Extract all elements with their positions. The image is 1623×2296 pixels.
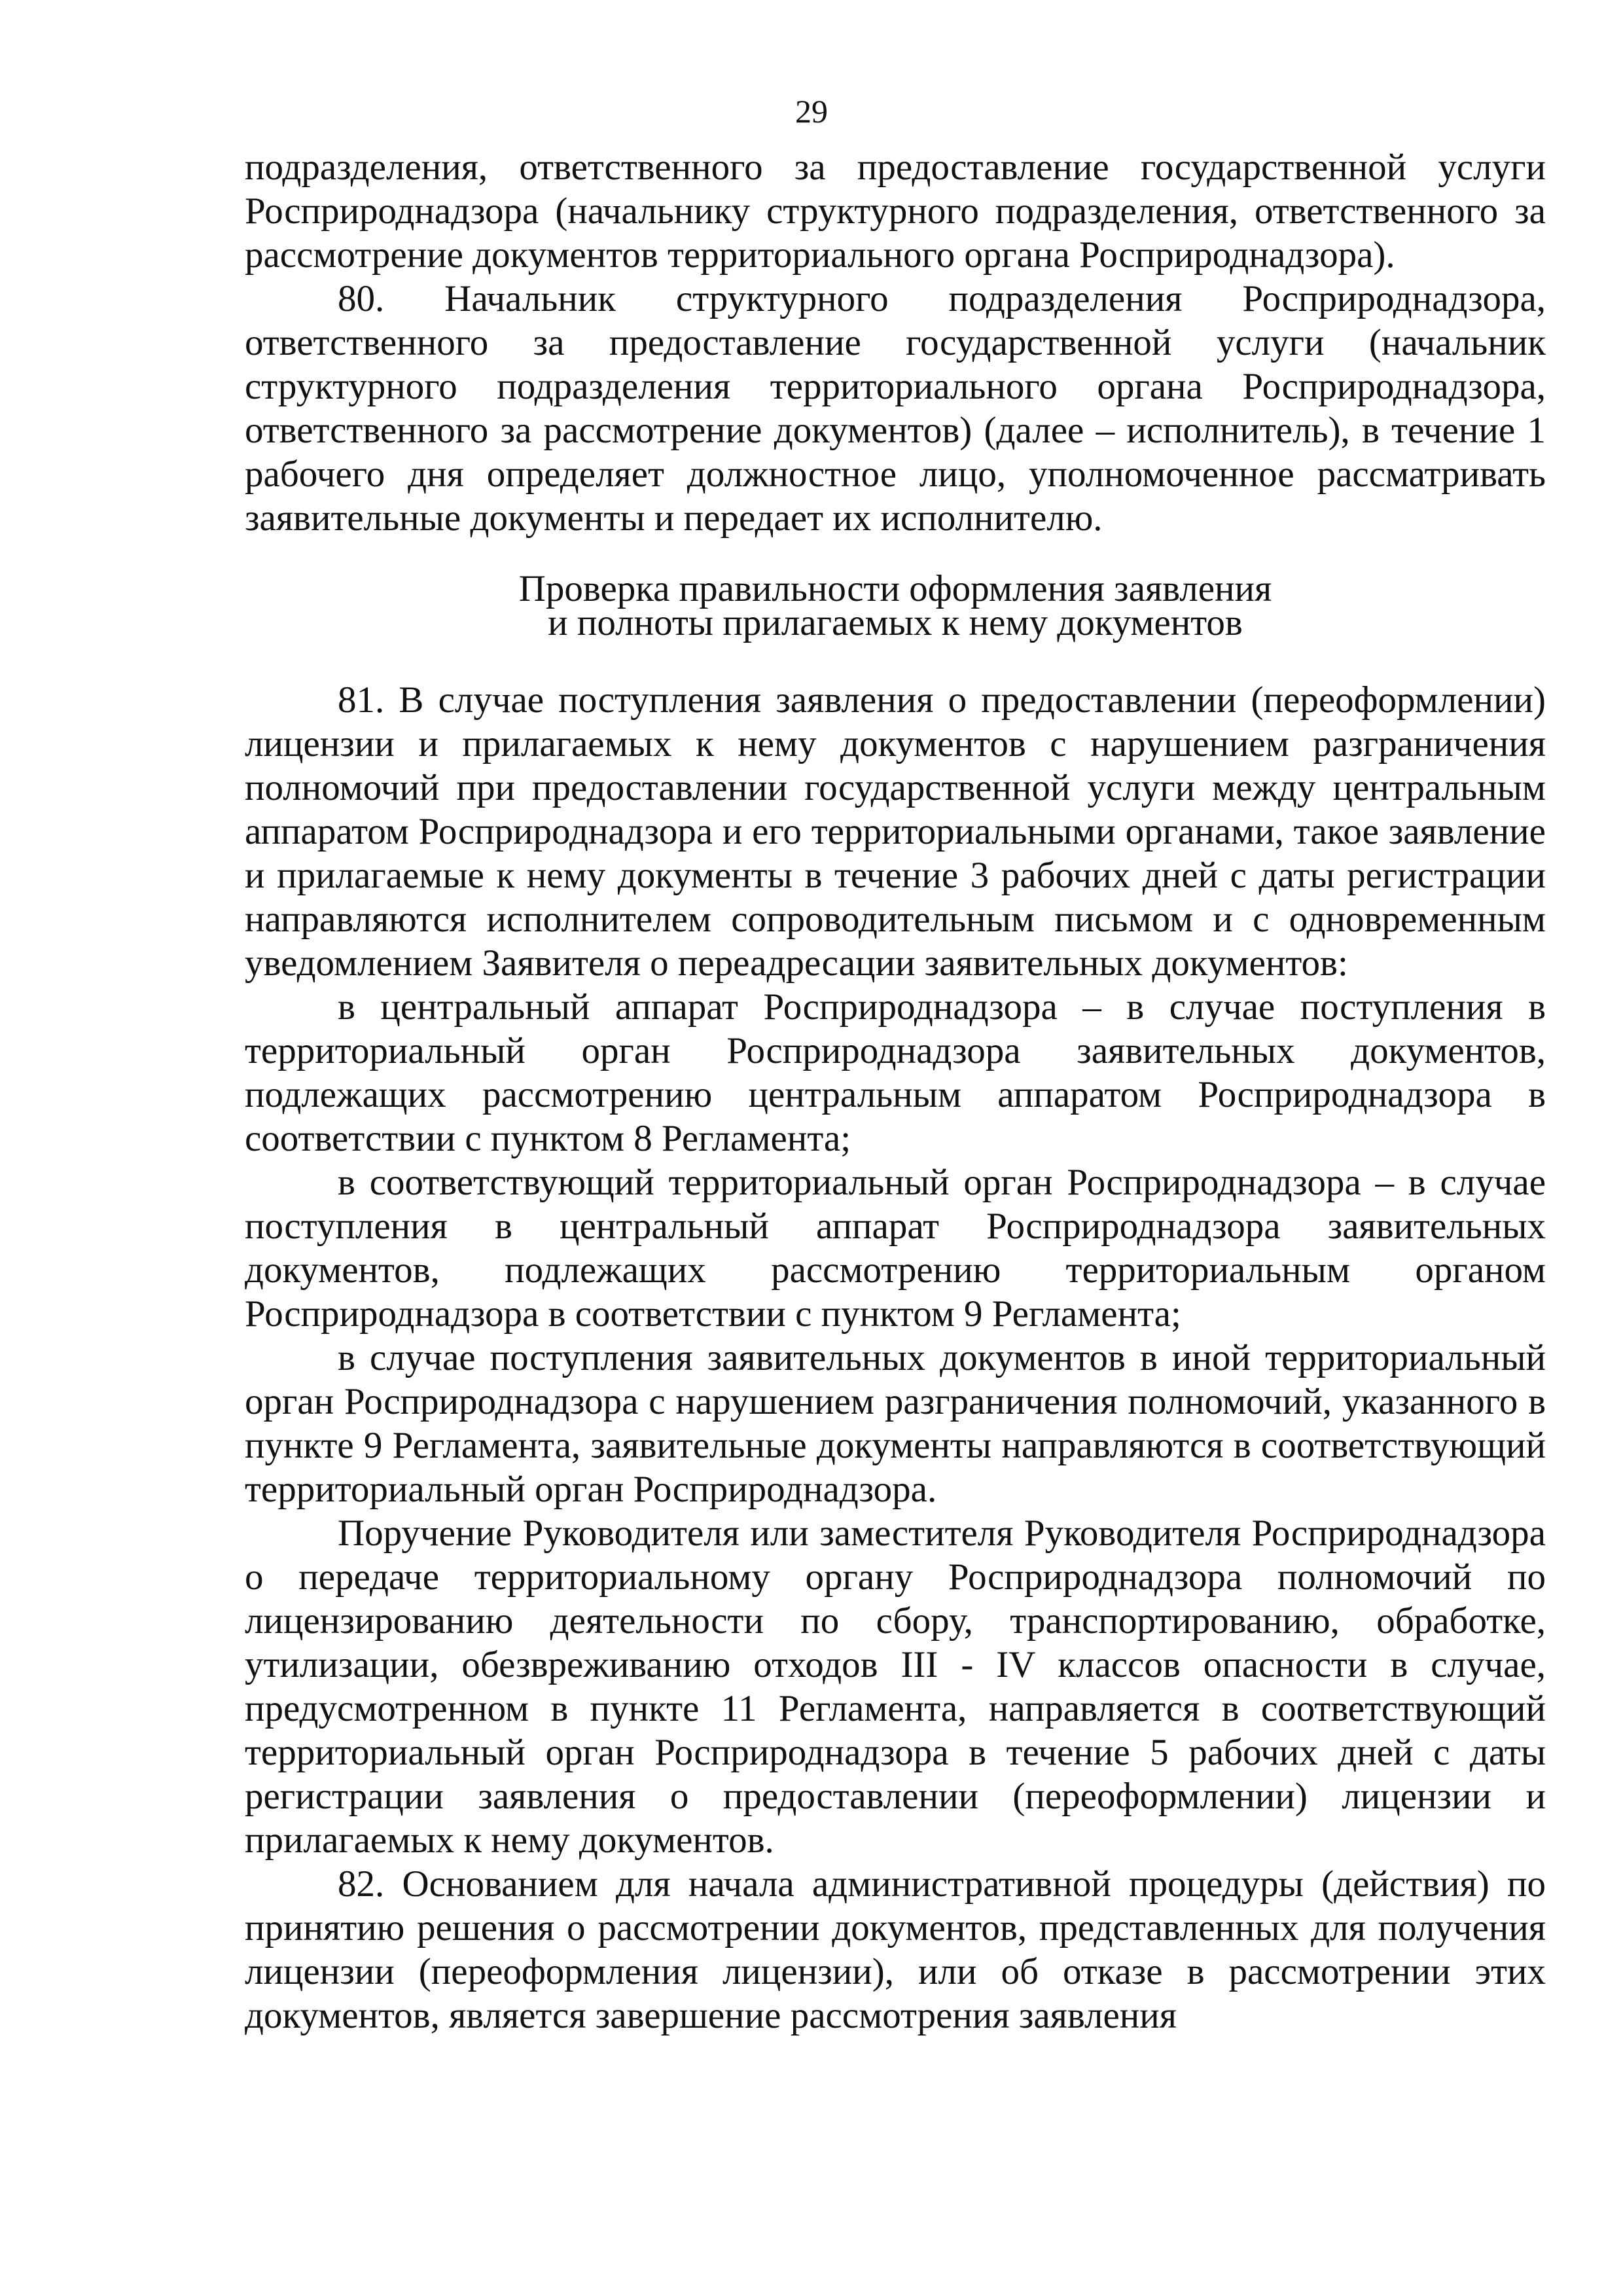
paragraph-82: 82. Основанием для начала административной процедуры (действия) по принятию решения о рассмотрении документов, представленных для получения лицензии (переоформления лицензии), или об отказе в рассмотрении этих документов, является завершение рассмотрения заявления (245, 1863, 1546, 2036)
section-heading-line-2: и полноты прилагаемых к нему документов (548, 602, 1243, 643)
document-body (245, 145, 1546, 2037)
page-number: 29 (795, 93, 828, 130)
section-heading-line-1: Проверка правильности оформления заявления (518, 568, 1272, 609)
paragraph-81-item-territorial: в соответствующий территориальный орган Росприроднадзора – в случае поступления в центральный аппарат Росприроднадзора заявительных документов, подлежащих рассмотрению территориальным органом Росприроднадзора в соответствии с пунктом 9 Регламента; (245, 1162, 1546, 1335)
paragraph-81: 81. В случае поступления заявления о предоставлении (переоформлении) лицензии и прилагаемых к нему документов с нарушением разграничения полномочий при предоставлении государственной услуги между центральным аппаратом Росприроднадзора и его территориальными органами, такое заявление и прилагаемые к нему документы в течение 3 рабочих дней с даты регистрации направляются исполнителем сопроводительным письмом и с одновременным уведомлением Заявителя о переадресации заявительных документов: (245, 679, 1546, 984)
section-heading (245, 568, 1546, 643)
paragraph-81-instruction: Поручение Руководителя или заместителя Руководителя Росприроднадзора о передаче территориальному органу Росприроднадзора полномочий по лицензированию деятельности по сбору, транспортированию, обработке, утилизации, обезвреживанию отходов III - IV классов опасности в случае, предусмотренном в пункте 11 Регламента, направляется в соответствующий территориальный орган Росприроднадзора в течение 5 рабочих дней с даты регистрации заявления о предоставлении (переоформлении) лицензии и прилагаемых к нему документов. (245, 1513, 1546, 1861)
paragraph-81-item-other: в случае поступления заявительных документов в иной территориальный орган Росприроднадзора с нарушением разграничения полномочий, указанного в пункте 9 Регламента, заявительные документы направляются в соответствующий территориальный орган Росприроднадзора. (245, 1337, 1546, 1510)
paragraph-81-item-central: в центральный аппарат Росприроднадзора – в случае поступления в территориальный орган Росприроднадзора заявительных документов, подлежащих рассмотрению центральным аппаратом Росприроднадзора в соответствии с пунктом 8 Регламента; (245, 986, 1546, 1159)
paragraph-80: 80. Начальник структурного подразделения Росприроднадзора, ответственного за предоставление государственной услуги (начальник структурного подразделения территориального органа Росприроднадзора, ответственного за рассмотрение документов) (далее – исполнитель), в течение 1 рабочего дня определяет должностное лицо, уполномоченное рассматривать заявительные документы и передает их исполнителю. (245, 278, 1546, 539)
paragraph-continuation: подразделения, ответственного за предоставление государственной услуги Росприроднадзора (начальнику структурного подразделения, ответственного за рассмотрение документов территориального органа Росприроднадзора). (245, 147, 1546, 276)
